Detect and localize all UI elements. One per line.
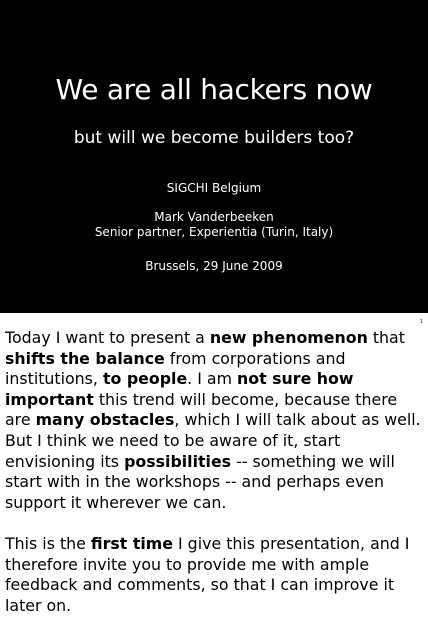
body-text: Today I want to present a (5, 328, 210, 347)
author-block (0, 210, 428, 240)
slide-image (0, 0, 428, 313)
event-name: SIGCHI Belgium (166, 181, 262, 195)
body-text: This is the (5, 533, 91, 553)
body-text: I give this presentation, and I therefore invite you to provide me with ample feedback and comments, so that I can improve it later on. (5, 533, 410, 615)
body-text: from corporations and institutions, (5, 348, 346, 389)
presentation-date: Brussels, 29 June 2009 (145, 259, 283, 273)
body-text: , which I will talk about as well. But I think we need to be aware of it, start envisioning its (5, 410, 421, 471)
author-name: Mark Vanderbeeken (154, 210, 274, 224)
page-number: 1 (419, 319, 423, 325)
emphasis-text: first time (90, 533, 173, 553)
slide-title: We are all hackers now (55, 73, 373, 106)
emphasis-text: new phenomenon (209, 328, 368, 347)
emphasis-text: many obstacles (35, 410, 175, 430)
body-text: this trend will become, because there are (5, 389, 398, 430)
body-text: that (367, 328, 405, 347)
body-text: . I am (187, 369, 237, 389)
notes-paragraph-1 (5, 328, 425, 513)
emphasis-text: to people (102, 369, 188, 389)
emphasis-text: shifts the balance (5, 348, 165, 368)
speaker-notes (5, 328, 425, 616)
author-role: Senior partner, Experientia (Turin, Italy) (94, 225, 334, 239)
body-text: -- something we will start with in the workshops -- and perhaps even support it wherever we can. (5, 451, 395, 512)
emphasis-text: not sure how important (5, 369, 354, 409)
emphasis-text: possibilities (124, 451, 232, 471)
notes-paragraph-2 (5, 534, 425, 616)
slide-subtitle: but will we become builders too? (73, 128, 355, 148)
